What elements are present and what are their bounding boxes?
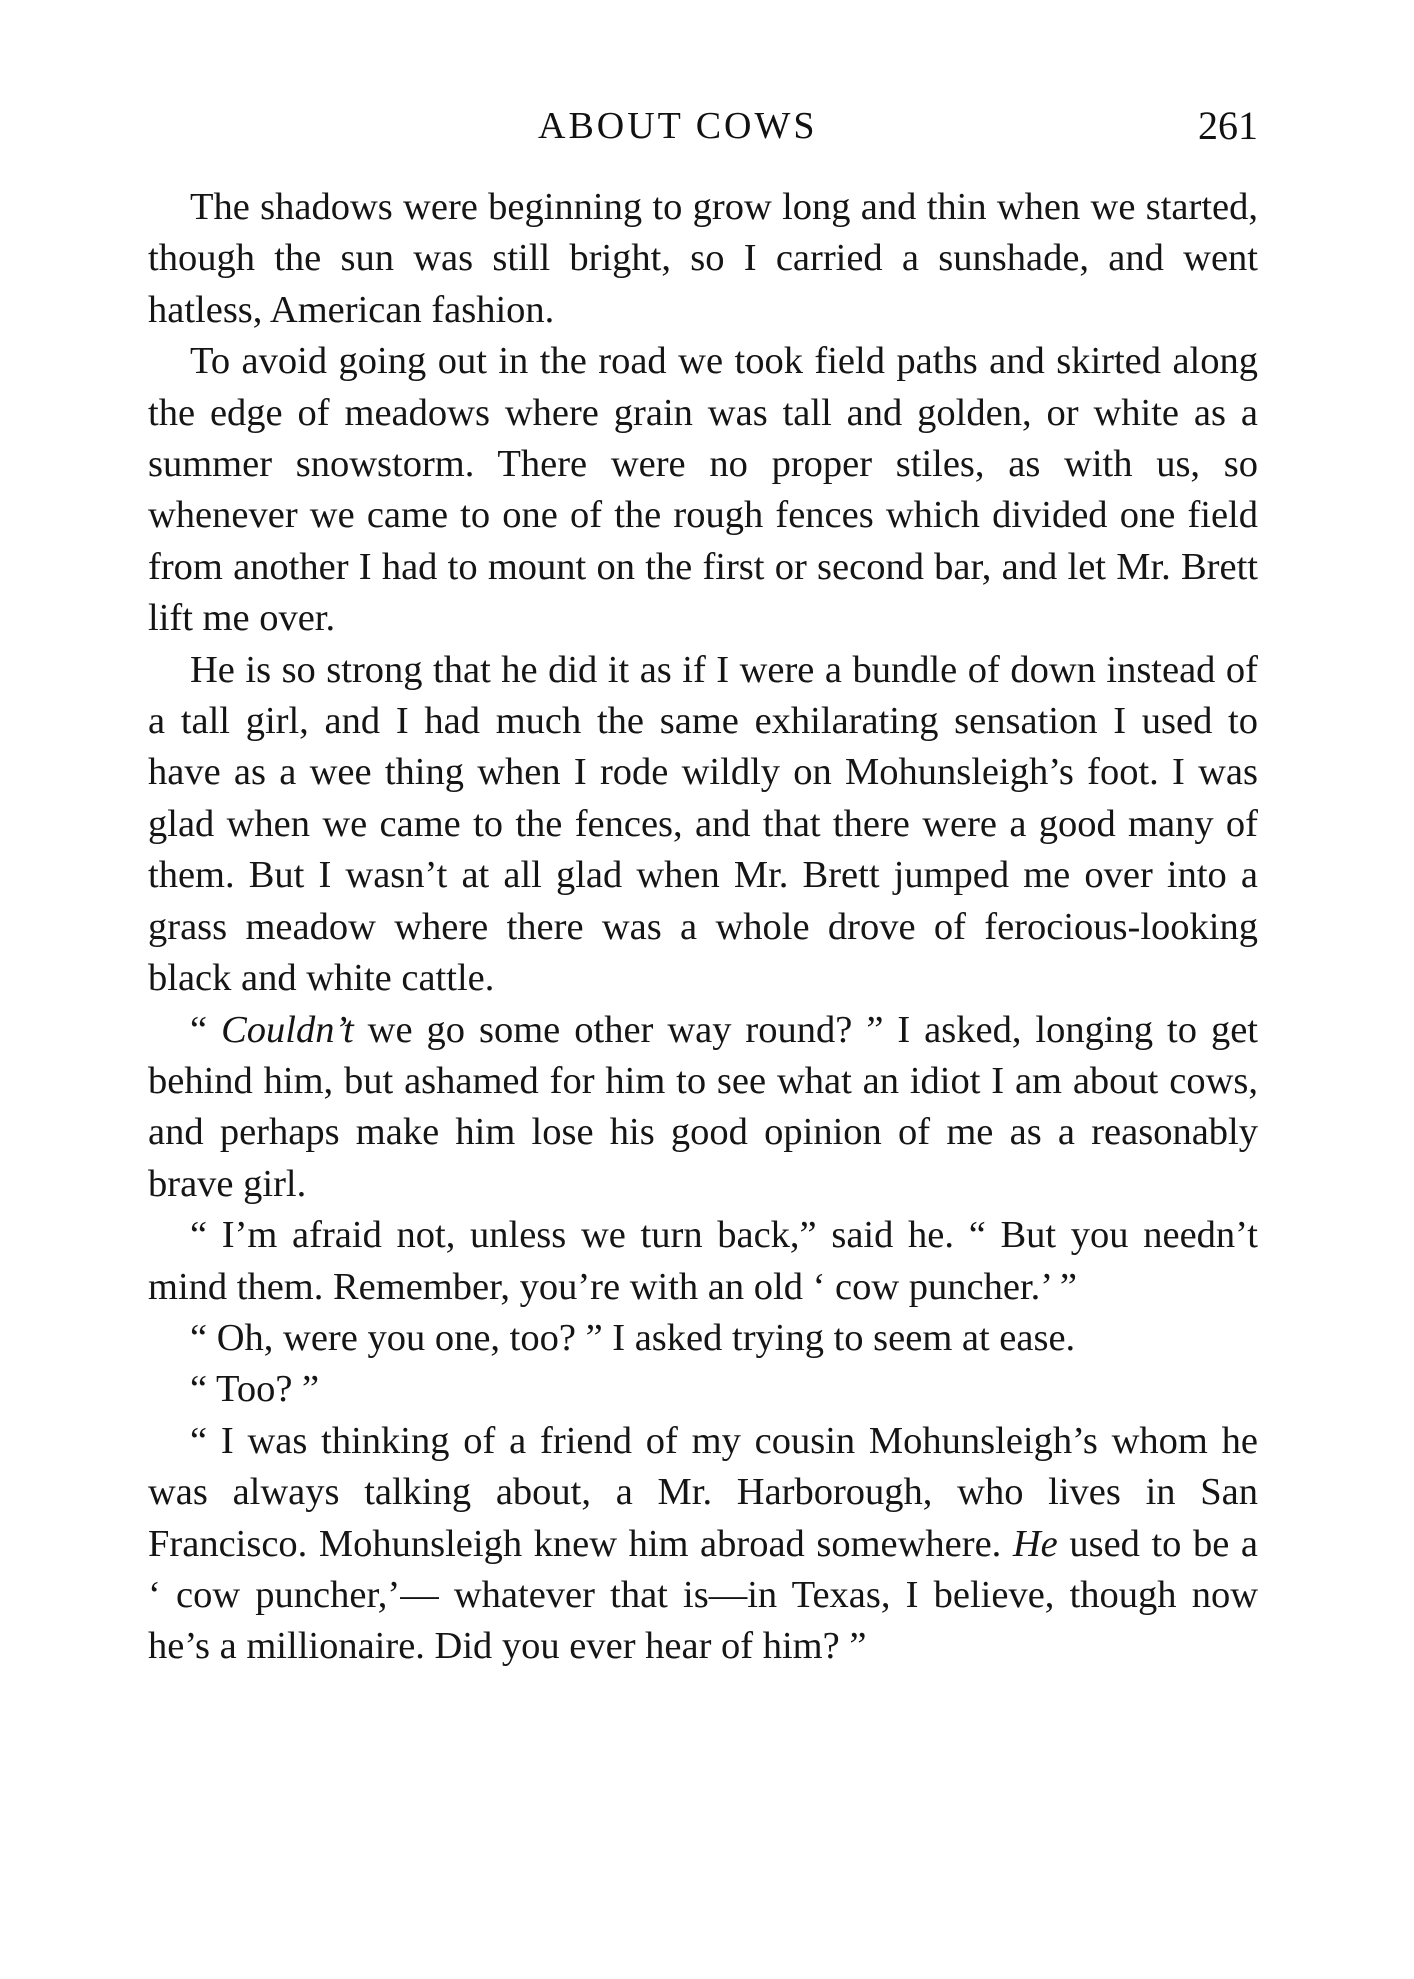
page-number: 261 bbox=[1198, 103, 1258, 148]
paragraph-text: “ I was thinking of a friend of my cousin Mohunsleigh’s whom he was always talking about, a Mr. Harborough, who lives in San Francisco. Mohunsleigh knew him abroad somewhere. bbox=[148, 1419, 1258, 1565]
paragraph-text: “ I’m afraid not, unless we turn back,” said he. “ But you needn’t mind them. Remember, you’re with an old ‘ cow puncher.’ ” bbox=[148, 1214, 1258, 1308]
italic-emphasis: Couldn’t bbox=[221, 1008, 354, 1051]
paragraph-text: we go some other way round? ” I asked, longing to get behind him, but ashamed for him to see what an idiot I am about cows, and perhaps make him lose his good opinion of me as a reasonably brave girl. bbox=[148, 1008, 1258, 1205]
paragraph bbox=[148, 645, 1258, 1005]
paragraph-text: “ Oh, were you one, too? ” I asked trying to seem at ease. bbox=[190, 1316, 1076, 1359]
paragraph bbox=[148, 1313, 1258, 1364]
running-head bbox=[148, 104, 1258, 148]
paragraph bbox=[148, 1364, 1258, 1415]
paragraph-text: “ Too? ” bbox=[190, 1368, 320, 1411]
paragraph bbox=[148, 1210, 1258, 1313]
paragraph bbox=[148, 336, 1258, 644]
paragraph-text: “ bbox=[190, 1008, 222, 1051]
paragraph bbox=[148, 182, 1258, 336]
paragraph-text: used to be a ‘ cow puncher,’— whatever that is—in Texas, I believe, though now he’s a millionaire. Did you ever hear of him? ” bbox=[148, 1522, 1258, 1668]
paragraph bbox=[148, 1416, 1258, 1673]
running-head-title: ABOUT COWS bbox=[538, 105, 818, 147]
paragraph-text: The shadows were beginning to grow long and thin when we started, though the sun was still bright, so I carried a sunshade, and went hatless, American fashion. bbox=[148, 186, 1258, 331]
paragraph-text: To avoid going out in the road we took field paths and skirted along the edge of meadows where grain was tall and golden, or white as a summer snowstorm. There were no proper stiles, as with us, so whenever we came to one of the rough fences which divided one field from another I had to mount on the first or second bar, and let Mr. Brett lift me over. bbox=[148, 340, 1258, 640]
paragraph bbox=[148, 1005, 1258, 1211]
body-text bbox=[148, 182, 1258, 1673]
italic-emphasis: He bbox=[1012, 1522, 1058, 1565]
paragraph-text: He is so strong that he did it as if I were a bundle of down instead of a tall girl, and I had much the same exhilarating sensation I used to have as a wee thing when I rode wildly on Mohunsleigh’s foot. I was glad when we came to the fences, and that there were a good many of them. But I wasn’t at all glad when Mr. Brett jumped me over into a grass meadow where there was a whole drove of ferocious-looking black and white cattle. bbox=[148, 648, 1258, 1000]
